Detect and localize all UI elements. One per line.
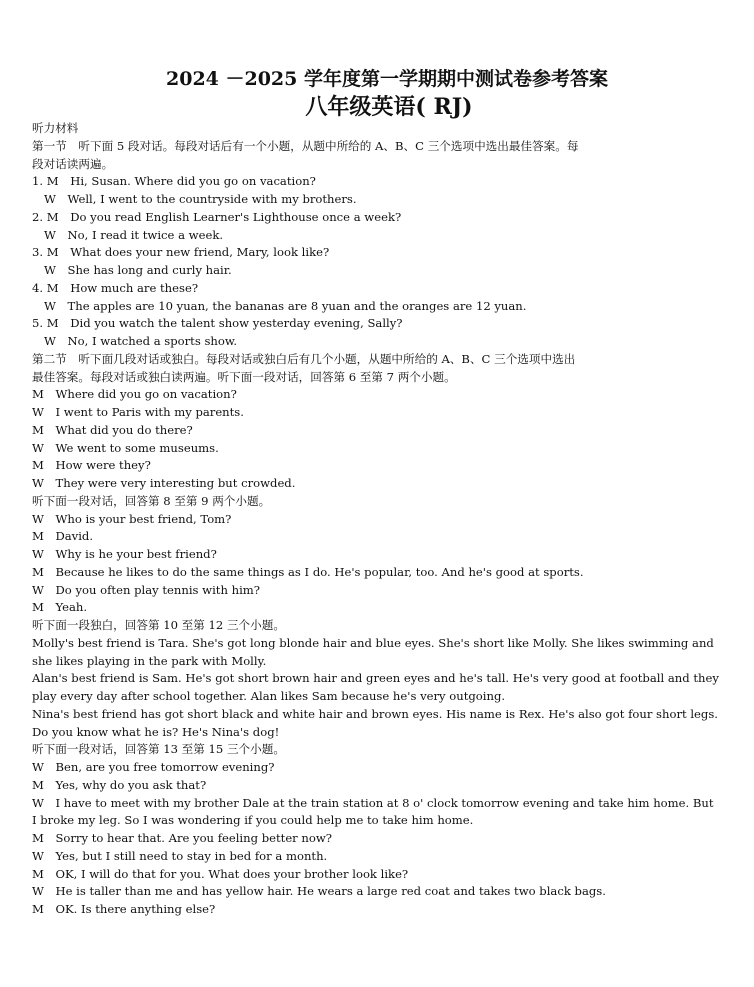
transcript-line: M OK, I will do that for you. What does your brother look like? xyxy=(32,866,409,881)
transcript-line: 最佳答案。每段对话或独白读两遍。听下面一段对话，回答第 6 至第 7 两个小题。 xyxy=(32,369,456,384)
transcript-line: W Do you often play tennis with him? xyxy=(32,582,260,597)
transcript-line: 2. M Do you read English Learner's Lighthouse once a week? xyxy=(32,209,402,224)
transcript-line: M What did you do there? xyxy=(32,422,193,437)
transcript-line: M Yeah. xyxy=(32,600,88,615)
transcript-line: W We went to some museums. xyxy=(32,440,219,455)
transcript-line: M Because he likes to do the same things as I do. He's popular, too. And he's good at sports. xyxy=(32,564,584,579)
transcript-line: M Sorry to hear that. Are you feeling better now? xyxy=(32,831,332,845)
transcript-line: I broke my leg. So I was wondering if you could help me to take him home. xyxy=(32,813,474,828)
transcript-line: 4. M How much are these? xyxy=(32,280,199,295)
transcript-line: 听力材料 xyxy=(32,121,79,135)
transcript-line: M Yes, why do you ask that? xyxy=(32,777,207,792)
transcript-line: she likes playing in the park with Molly. xyxy=(32,653,267,668)
transcript-line: 第二节 听下面几段对话或独白。每段对话或独白后有几个小题，从题中所给的 A、B、C 三个选项中选出 xyxy=(32,351,576,366)
transcript-line: M How were they? xyxy=(32,458,151,473)
transcript-line: W Ben, are you free tomorrow evening? xyxy=(32,760,275,774)
transcript-line: 听下面一段对话，回答第 13 至第 15 三个小题。 xyxy=(32,742,285,757)
transcript-line: W No, I read it twice a week. xyxy=(44,227,224,242)
transcript-line: M OK. Is there anything else? xyxy=(32,902,216,916)
transcript-line: W The apples are 10 yuan, the bananas are 8 yuan and the oranges are 12 yuan. xyxy=(44,298,527,313)
transcript-line: 听下面一段对话，回答第 8 至第 9 两个小题。 xyxy=(32,493,271,508)
transcript-line: 段对话读两遍。 xyxy=(32,156,114,171)
transcript-line: 听下面一段独白，回答第 10 至第 12 三个小题。 xyxy=(32,618,285,632)
transcript-line: 3. M What does your new friend, Mary, look like? xyxy=(32,245,330,260)
transcript-line: Alan's best friend is Sam. He's got short brown hair and green eyes and he's tall. He's very good at football and they xyxy=(32,671,719,686)
transcript-line: M David. xyxy=(32,529,94,544)
transcript-line: Molly's best friend is Tara. She's got long blonde hair and blue eyes. She's short like Molly. She likes swimming and xyxy=(32,635,714,650)
transcript-line: 5. M Did you watch the talent show yesterday evening, Sally? xyxy=(32,316,403,331)
transcript-line: 第一节 听下面 5 段对话。每段对话后有一个小题，从题中所给的 A、B、C 三个选项中选出最佳答案。每 xyxy=(32,138,579,153)
transcript-line: W Yes, but I still need to stay in bed for a month. xyxy=(32,848,328,863)
page-title: 2024 －2025 学年度第一学期期中测试卷参考答案 xyxy=(166,68,608,90)
transcript-line: M Where did you go on vacation? xyxy=(32,387,237,402)
transcript-line: W They were very interesting but crowded. xyxy=(32,476,296,490)
transcript-line: W She has long and curly hair. xyxy=(44,263,232,277)
transcript-line: W I have to meet with my brother Dale at the train station at 8 o' clock tomorrow evening and take him home. But xyxy=(32,795,714,810)
transcript-line: W No, I watched a sports show. xyxy=(44,334,238,348)
transcript-line: 1. M Hi, Susan. Where did you go on vacation? xyxy=(32,174,316,189)
transcript-line: W I went to Paris with my parents. xyxy=(32,405,244,419)
transcript-line: W He is taller than me and has yellow hair. He wears a large red coat and takes two black bags. xyxy=(32,884,606,899)
transcript-line: W Who is your best friend, Tom? xyxy=(32,511,232,526)
page-subtitle: 八年级英语( RJ) xyxy=(305,94,473,120)
transcript-line: play every day after school together. Alan likes Sam because he's very outgoing. xyxy=(32,689,506,703)
transcript-line: W Why is he your best friend? xyxy=(32,547,217,561)
transcript-line: Nina's best friend has got short black and white hair and brown eyes. His name is Rex. He's also got four short legs. xyxy=(32,706,718,721)
transcript-line: W Well, I went to the countryside with my brothers. xyxy=(44,192,357,206)
transcript-line: Do you know what he is? He's Nina's dog! xyxy=(32,724,280,739)
